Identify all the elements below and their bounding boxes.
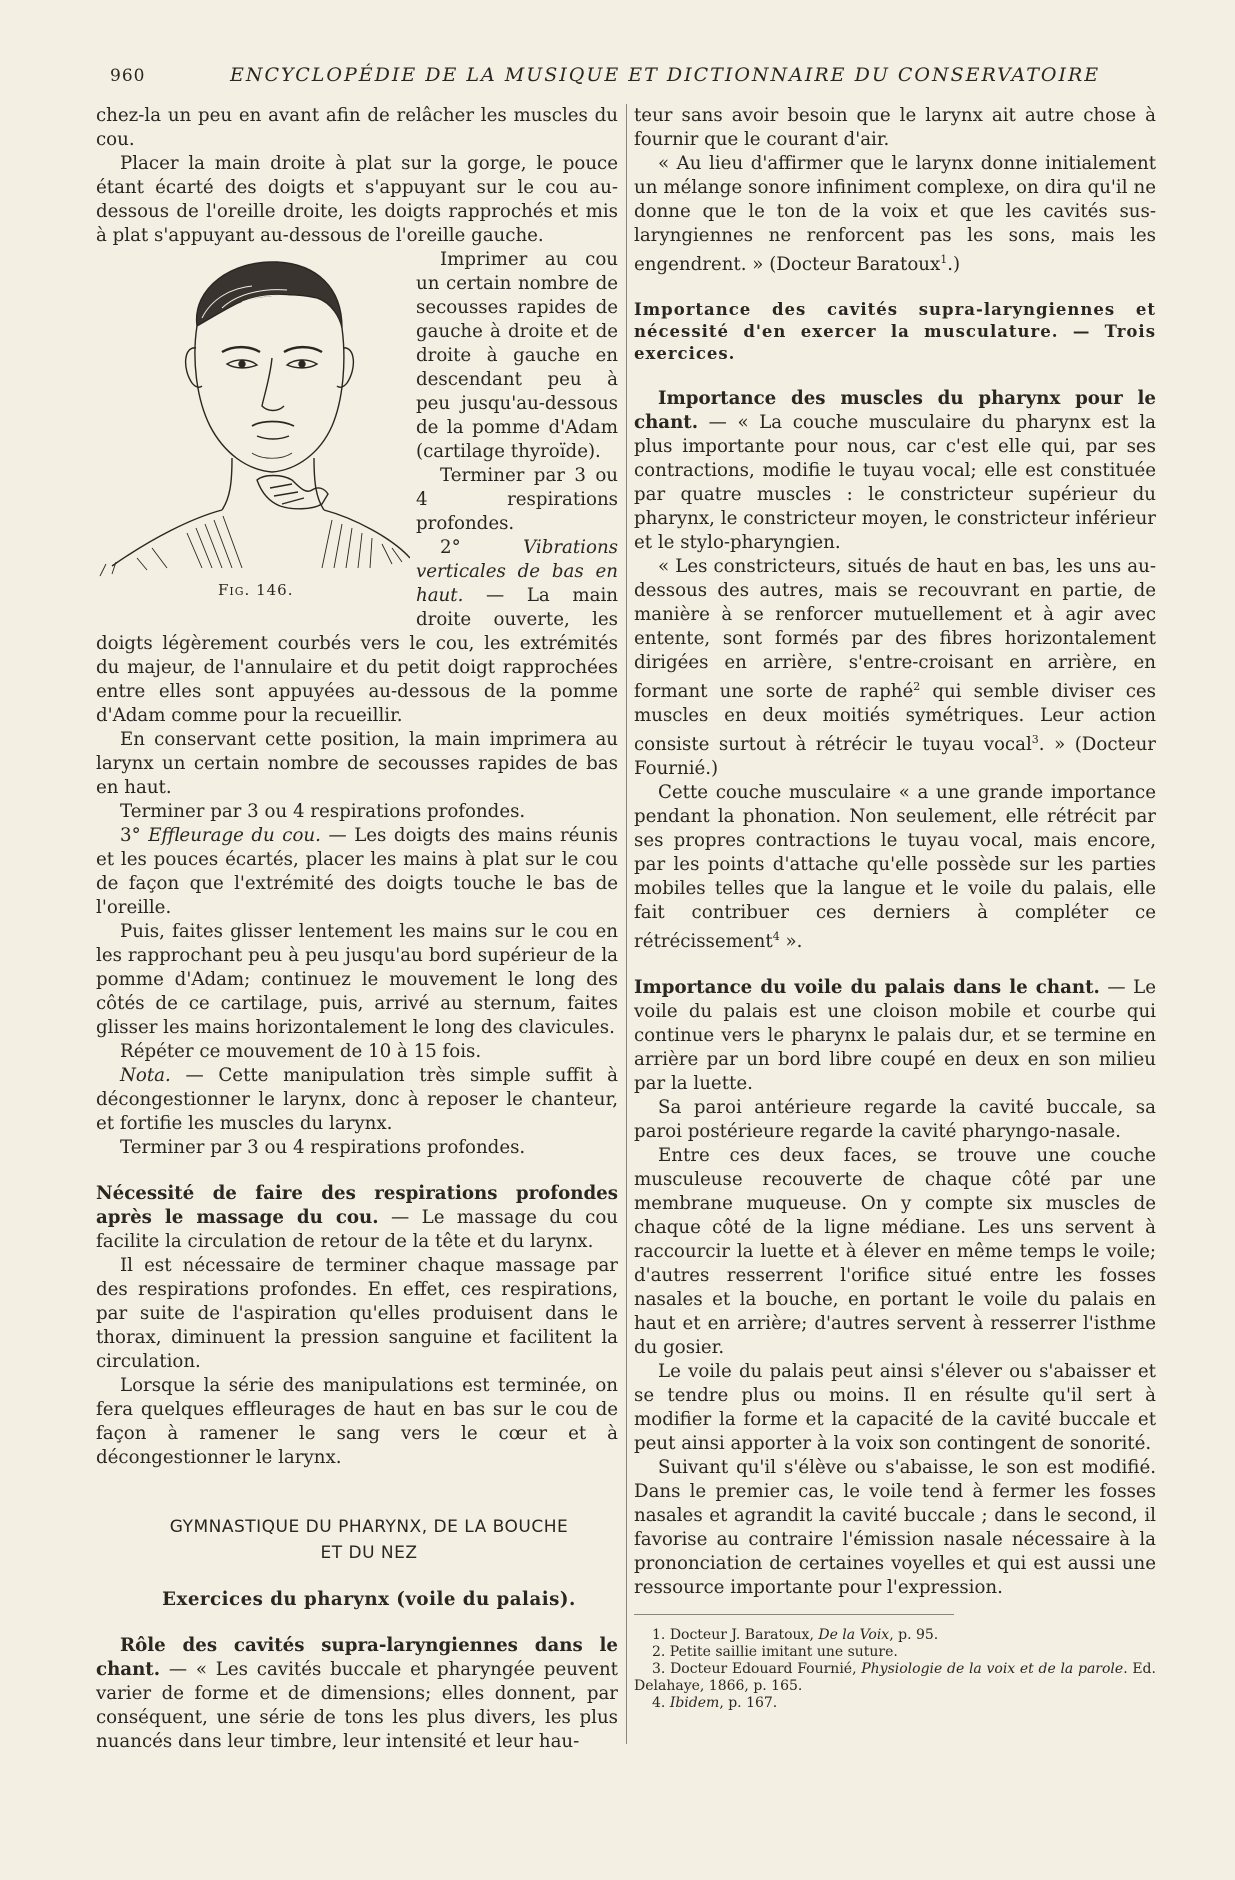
section-title: GYMNASTIQUE DU PHARYNX, DE LA BOUCHE bbox=[169, 1517, 569, 1537]
footnote bbox=[634, 1627, 1156, 1644]
paragraph-text: — « La couche musculaire du pharynx est la plus importante pour nous, car c'est elle qui, par ses contractions, modifie le tuyau vocal; elle est constituée par quatre muscles : le constricteur supérieur du pharynx, le constricteur moyen, le constricteur inférieur et le stylo-pharyngien. bbox=[634, 412, 1156, 554]
footnote-ref: 2 bbox=[913, 680, 921, 694]
paragraph: Le voile du palais peut ainsi s'élever ou s'abaisser et se tendre plus ou moins. Il en résulte qu'il sert à modifier la forme et la capacité de la cavité buccale et peut ainsi apporter à la voix son contingent de sonorité. bbox=[634, 1361, 1156, 1455]
paragraph bbox=[96, 824, 618, 920]
paragraph bbox=[96, 1064, 618, 1136]
footnote-ref: 3 bbox=[1031, 733, 1039, 747]
footnote-title: De la Voix bbox=[818, 1627, 890, 1644]
paragraph: Puis, faites glisser lentement les mains sur le cou en les rapprochant peu à peu jusqu'au bord supérieur de la pomme d'Adam; continuez le mouvement le long des côtés de ce cartilage, puis, arrivé au sternum, faites glisser les mains horizontalement le long des clavicules. bbox=[96, 921, 618, 1038]
footnote-number: 3. bbox=[652, 1661, 671, 1678]
paragraph bbox=[96, 1182, 618, 1254]
paragraph: Imprimer au cou un certain nombre de secousses rapides de gauche à droite et de droite à gauche en descendant peu à peu jusqu'au-dessous de la pomme d'Adam (cartilage thyroïde). bbox=[416, 249, 618, 462]
figure-146 bbox=[92, 248, 410, 620]
paragraph: chez-la un peu en avant afin de relâcher les muscles du cou. bbox=[96, 105, 618, 150]
paragraph: Sa paroi antérieure regarde la cavité buccale, sa paroi postérieure regarde la cavité pharyngo-nasale. bbox=[634, 1097, 1156, 1143]
figure-caption: Fig. 146. bbox=[218, 581, 294, 599]
footnote-text: , p. 167. bbox=[719, 1695, 778, 1712]
section-heading: Nécessité de faire des respirations profondes après le massage du cou. bbox=[96, 1183, 618, 1228]
footnote-text: . Ed. Delahaye, 1866, p. 165. bbox=[634, 1661, 1156, 1695]
paragraph: Terminer par 3 ou 4 respirations profondes. bbox=[120, 1137, 526, 1158]
footnote-title: Physiologie de la voix et de la parole bbox=[861, 1661, 1124, 1678]
paragraph bbox=[634, 152, 1156, 277]
paragraph-text: — Les doigts des mains réunis et les pouces écartés, placer les mains à plat sur le cou de façon que l'extrémité des doigts touche le bas de l'oreille. bbox=[96, 825, 618, 918]
footnote-number: 1. bbox=[652, 1627, 670, 1644]
paragraph-text: — Le massage du cou facilite la circulation de retour de la tête et du larynx. bbox=[96, 1207, 618, 1252]
footnote bbox=[634, 1661, 1156, 1695]
portrait-illustration bbox=[92, 248, 410, 578]
footnote-number: 4. bbox=[652, 1695, 670, 1712]
column-divider bbox=[626, 104, 627, 1744]
right-column bbox=[634, 104, 1156, 1712]
section-heading: Importance des muscles du pharynx pour le chant. bbox=[634, 388, 1156, 434]
paragraph: Suivant qu'il s'élève ou s'abaisse, le son est modifié. Dans le premier cas, le voile tend à fermer les fosses nasales et agrandit la cavité buccale ; dans le second, il favorise au contraire l'émission nasale nécessaire à la prononciation de certaines voyelles et qui est aussi une ressource importante pour l'expression. bbox=[634, 1457, 1156, 1599]
paragraph: Lorsque la série des manipulations est terminée, on fera quelques effleurages de haut en bas sur le cou de façon à ramener le sang vers le cœur et à décongestionner le larynx. bbox=[96, 1375, 618, 1468]
paragraph: teur sans avoir besoin que le larynx ait autre chose à fournir que le courant d'air. bbox=[634, 105, 1156, 150]
italic-heading: Vibrations verticales de bas en haut. bbox=[416, 537, 618, 606]
subsection-title: Exercices du pharynx (voile du palais). bbox=[162, 1589, 576, 1610]
paragraph bbox=[634, 387, 1156, 555]
paragraph-text: ». bbox=[779, 931, 803, 953]
paragraph bbox=[634, 781, 1156, 954]
paragraph-text: .) bbox=[947, 254, 961, 276]
list-number: 3° bbox=[120, 825, 149, 846]
italic-heading: Effleurage du cou. bbox=[148, 825, 321, 846]
footnote bbox=[634, 1695, 1156, 1712]
paragraph: Terminer par 3 ou 4 respirations profondes. bbox=[416, 465, 618, 534]
list-number: 2° bbox=[440, 537, 524, 558]
paragraph-text: — La main droite ouverte, les doigts légèrement courbés vers le cou, les extrémités du majeur, de l'annulaire et du petit doigt rapprochées entre elles sont appuyées au-dessous de la pomme d'Adam comme pour la recueillir. bbox=[96, 585, 618, 726]
running-title: ENCYCLOPÉDIE DE LA MUSIQUE ET DICTIONNAIRE DU CONSERVATOIRE bbox=[230, 64, 1101, 86]
footnote-title: Ibidem bbox=[669, 1695, 720, 1712]
footnotes bbox=[634, 1627, 1156, 1712]
paragraph: En conservant cette position, la main imprimera au larynx un certain nombre de secousses rapides de bas en haut. bbox=[96, 729, 618, 798]
paragraph: Terminer par 3 ou 4 respirations profondes. bbox=[120, 801, 526, 822]
footnote-text: , p. 95. bbox=[889, 1627, 939, 1644]
paragraph bbox=[96, 1634, 618, 1754]
paragraph-text: — Cette manipulation très simple suffit à décongestionner le larynx, donc à reposer le chanteur, et fortifie les muscles du larynx. bbox=[96, 1065, 618, 1134]
paragraph-text: — « Les cavités buccale et pharyngée peuvent varier de forme et de dimensions; elles donnent, par conséquent, une série de tons les plus divers, les plus nuancés dans leur timbre, leur intensité et leur hau- bbox=[96, 1659, 618, 1752]
paragraph-text: Cette couche musculaire « a une grande importance pendant la phonation. Non seulement, elle rétrécit par ses propres contractions le tuyau vocal, mais encore, par les points d'attache qu'elle possède sur les parties mobiles telles que la langue et le voile du palais, elle fait contribuer ces derniers à compléter ce rétrécissement bbox=[634, 782, 1156, 953]
paragraph-text: — Le voile du palais est une cloison mobile et courbe qui continue vers le pharynx le palais dur, et se termine en arrière par un bord libre coupé en deux en son milieu par la luette. bbox=[634, 977, 1157, 1095]
paragraph-text: « Les constricteurs, situés de haut en bas, les uns au-dessous des autres, mais se recouvrant en partie, de manière à se renforcer mutuellement et à agir avec entente, sont formés par des fibres horizontalement dirigées en arrière, s'entre-croisant en arrière, en formant une sorte de raphé bbox=[634, 556, 1156, 703]
paragraph bbox=[634, 976, 1156, 1096]
footnote-text: Docteur J. Baratoux, bbox=[669, 1627, 819, 1644]
section-title-line-2: ET DU NEZ bbox=[320, 1543, 418, 1563]
section-heading: Importance du voile du palais dans le chant. bbox=[634, 977, 1100, 999]
page-header bbox=[110, 62, 1101, 92]
footnote-ref: 1 bbox=[940, 253, 948, 266]
paragraph: Entre ces deux faces, se trouve une couche musculeuse recouverte de chaque côté par une membrane muqueuse. On y compte six muscles de chaque côté de la ligne médiane. Les uns servent à raccourcir la luette et à élever en même temps le voile; d'autres resserrent l'orifice situé entre les fosses nasales et la bouche, en portant le voile du palais en haut et en arrière; d'autres servent à resserrer l'isthme du gosier. bbox=[634, 1145, 1156, 1359]
paragraph: Il est nécessaire de terminer chaque massage par des respirations profondes. En effet, ces respirations, par suite de l'aspiration qu'elles produisent dans le thorax, diminuent la pression sanguine et facilitent la circulation. bbox=[96, 1255, 618, 1372]
footnote-divider bbox=[634, 1614, 954, 1615]
bold-subheading: Importance des cavités supra-laryngiennes et nécessité d'en exercer la musculature. — Trois exercices. bbox=[634, 300, 1156, 364]
footnote: 2. Petite saillie imitant une suture. bbox=[652, 1644, 898, 1661]
paragraph: Répéter ce mouvement de 10 à 15 fois. bbox=[120, 1041, 482, 1062]
section-heading: Rôle des cavités supra-laryngiennes dans le chant. bbox=[96, 1635, 618, 1680]
footnote-text: Docteur Edouard Fournié, bbox=[670, 1661, 862, 1678]
left-column bbox=[96, 104, 618, 1754]
paragraph-text: qui semble diviser ces muscles en deux moitiés symétriques. Leur action consiste surtout à rétrécir le tuyau vocal bbox=[634, 681, 1156, 756]
paragraph-text: « Au lieu d'affirmer que le larynx donne initialement un mélange sonore infiniment complexe, on dira qu'il ne donne que le ton de la voix et que les cavités sus-laryngiennes ne renforcent pas les sons, mais les engendrent. » (Docteur Baratoux bbox=[634, 153, 1156, 276]
page-number: 960 bbox=[110, 66, 146, 86]
paragraph bbox=[634, 555, 1156, 781]
footnote-ref: 4 bbox=[772, 930, 780, 944]
nota-label: Nota. bbox=[120, 1065, 171, 1086]
paragraph-text: . » (Docteur Fournié.) bbox=[634, 734, 1157, 780]
paragraph: Placer la main droite à plat sur la gorge, le pouce étant écarté des doigts et s'appuyant sur le cou au-dessous de l'oreille droite, les doigts rapprochés et mis à plat s'appuyant au-dessous de l'oreille gauche. bbox=[96, 153, 618, 246]
